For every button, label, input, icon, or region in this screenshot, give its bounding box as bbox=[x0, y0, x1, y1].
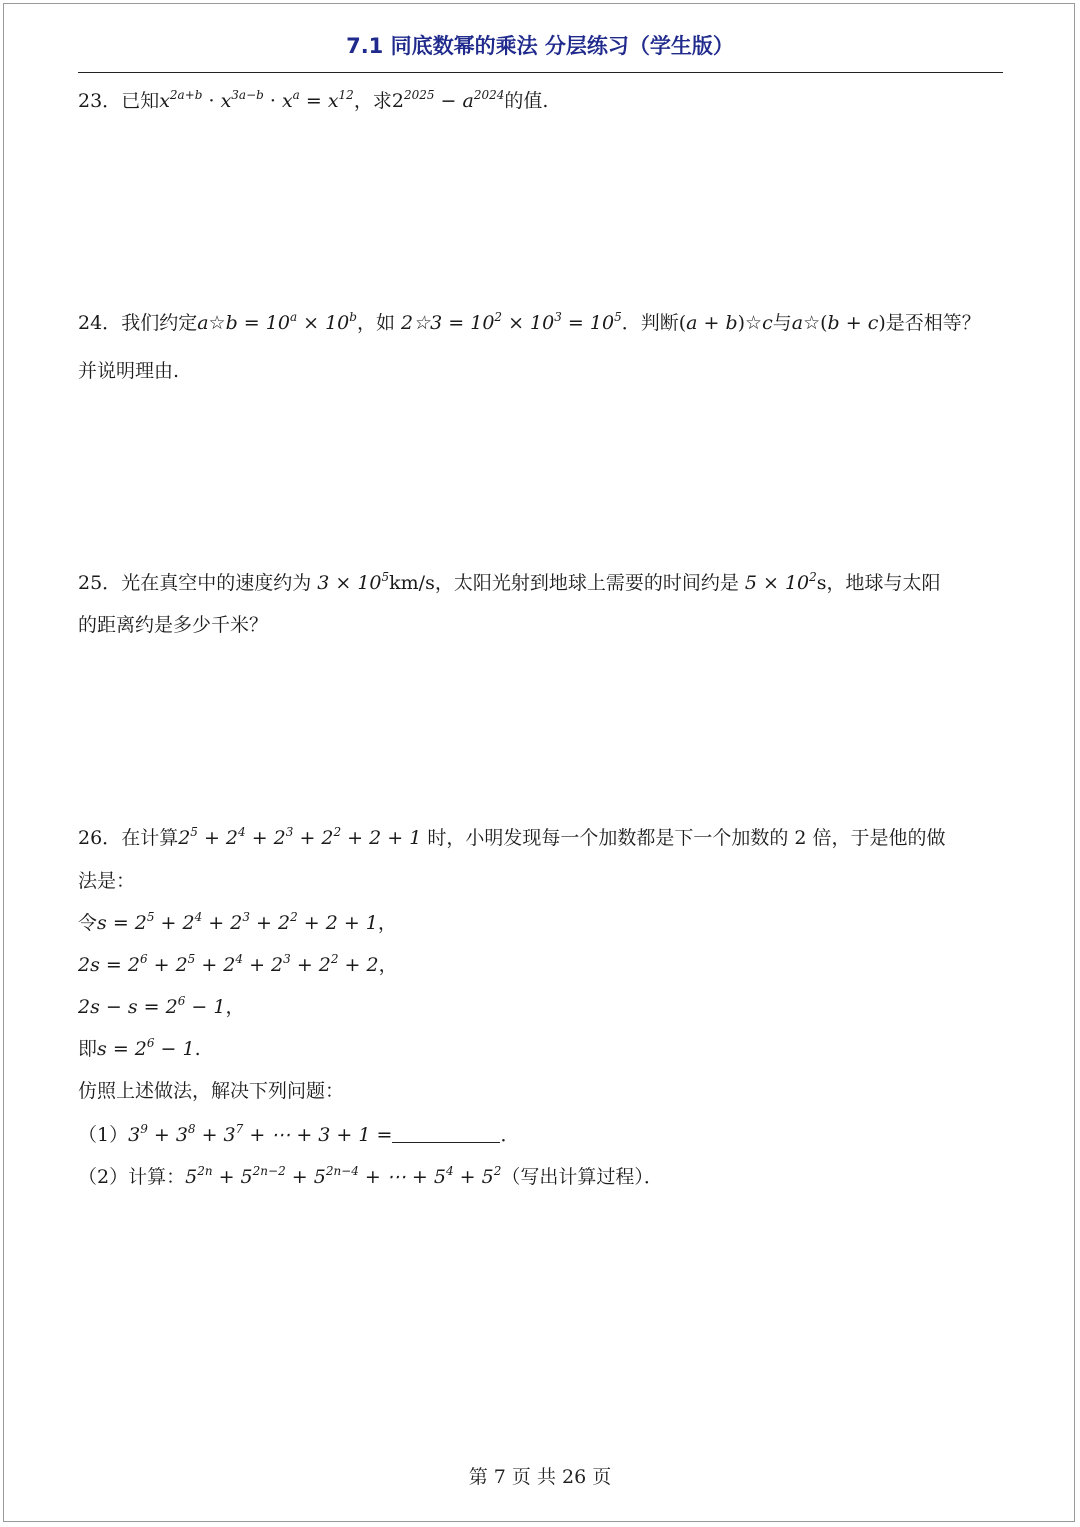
math-expression: $2s = 2^6 + 2^5 + 2^4 + 2^3 + 2^2 + 2$ bbox=[78, 952, 379, 976]
sub-question-1: $(1)3^9 + 3^8 + 3^7$ + ⋯ + 3 + 1 = ． bbox=[78, 1122, 520, 1146]
math-expression: $5^{2n} + 5^{2n-2} + 5^{2n-4}$ + ⋯ + $5^4 + 5^2$ bbox=[185, 1164, 502, 1188]
question-26-line-2: 法是： bbox=[78, 870, 136, 892]
question-23: 23．已知$x^{2a+b} \cdot x^{3a-b} \cdot x^a = x^{12}$，求$2^{2025} - a^{2024}$的值. bbox=[78, 88, 549, 112]
math-expression: a☆b = $10^a \times 10^b$ bbox=[197, 310, 357, 334]
question-24: 24．我们约定a☆b = $10^a \times 10^b$，如 2☆3 = $10^2 \times 10^3 = 10^5$．判断(a + b)☆c与a☆(b + c)是否相等？ bbox=[78, 310, 981, 334]
page-footer: 第 7 页 共 26 页 bbox=[468, 1466, 612, 1488]
page-border bbox=[3, 3, 1075, 1522]
header-divider bbox=[78, 72, 1003, 73]
question-number: 26． bbox=[78, 827, 122, 849]
math-expression: $3 \times 10^5$ bbox=[317, 570, 390, 594]
sub-question-2: （2）计算：$5^{2n} + 5^{2n-2} + 5^{2n-4}$ + ⋯ + $5^4 + 5^2$（写出计算过程）． bbox=[78, 1164, 663, 1188]
math-expression: $3^9 + 3^8 + 3^7$ + ⋯ + 3 + 1 bbox=[128, 1122, 371, 1146]
math-expression: (a + b)☆c bbox=[678, 312, 773, 334]
question-number: 25． bbox=[78, 572, 122, 594]
math-expression: $2s - s = 2^6 - 1$ bbox=[78, 994, 226, 1018]
question-number: 23． bbox=[78, 90, 122, 112]
math-expression: $s = 2^5 + 2^4 + 2^3 + 2^2 + 2 + 1$ bbox=[97, 910, 378, 934]
instruction-line: 仿照上述做法，解决下列问题： bbox=[78, 1080, 345, 1102]
math-expression: $s = 2^6 - 1$. bbox=[97, 1036, 201, 1060]
question-24-line-2: 并说明理由. bbox=[78, 360, 180, 382]
solution-step-4: 即$s = 2^6 - 1$. bbox=[78, 1036, 201, 1060]
page-header-title: 7.1 同底数幂的乘法 分层练习（学生版） bbox=[346, 34, 734, 58]
solution-step-1: 令$s = 2^5 + 2^4 + 2^3 + 2^2 + 2 + 1$， bbox=[78, 910, 397, 934]
math-expression: $5 \times 10^2$ bbox=[744, 570, 817, 594]
answer-blank[interactable] bbox=[392, 1126, 500, 1143]
math-expression: $2^{2025} - a^{2024}$ bbox=[391, 88, 505, 112]
question-26: 26．在计算$2^5 + 2^4 + 2^3 + 2^2 + 2 + 1$ 时，小明发现每一个加数都是下一个加数的 2 倍，于是他的做 bbox=[78, 825, 946, 849]
math-expression: $x^{2a+b} \cdot x^{3a-b} \cdot x^a = x^{12}$ bbox=[159, 88, 354, 112]
math-expression: a☆(b + c) bbox=[791, 312, 886, 334]
solution-step-3: $2s - s = 2^6 - 1$， bbox=[78, 994, 245, 1018]
math-expression: 2☆3 = $10^2 \times 10^3 = 10^5$ bbox=[401, 310, 622, 334]
solution-step-2: $2s = 2^6 + 2^5 + 2^4 + 2^3 + 2^2 + 2$， bbox=[78, 952, 398, 976]
question-number: 24． bbox=[78, 312, 122, 334]
question-25-line-2: 的距离约是多少千米？ bbox=[78, 614, 269, 636]
question-25: 25．光在真空中的速度约为 $3 \times 10^5km/s$，太阳光射到地球上需要的时间约是 $5 \times 10^2s$，地球与太阳 bbox=[78, 570, 941, 594]
math-expression: $2^5 + 2^4 + 2^3 + 2^2 + 2 + 1$ bbox=[178, 825, 422, 849]
